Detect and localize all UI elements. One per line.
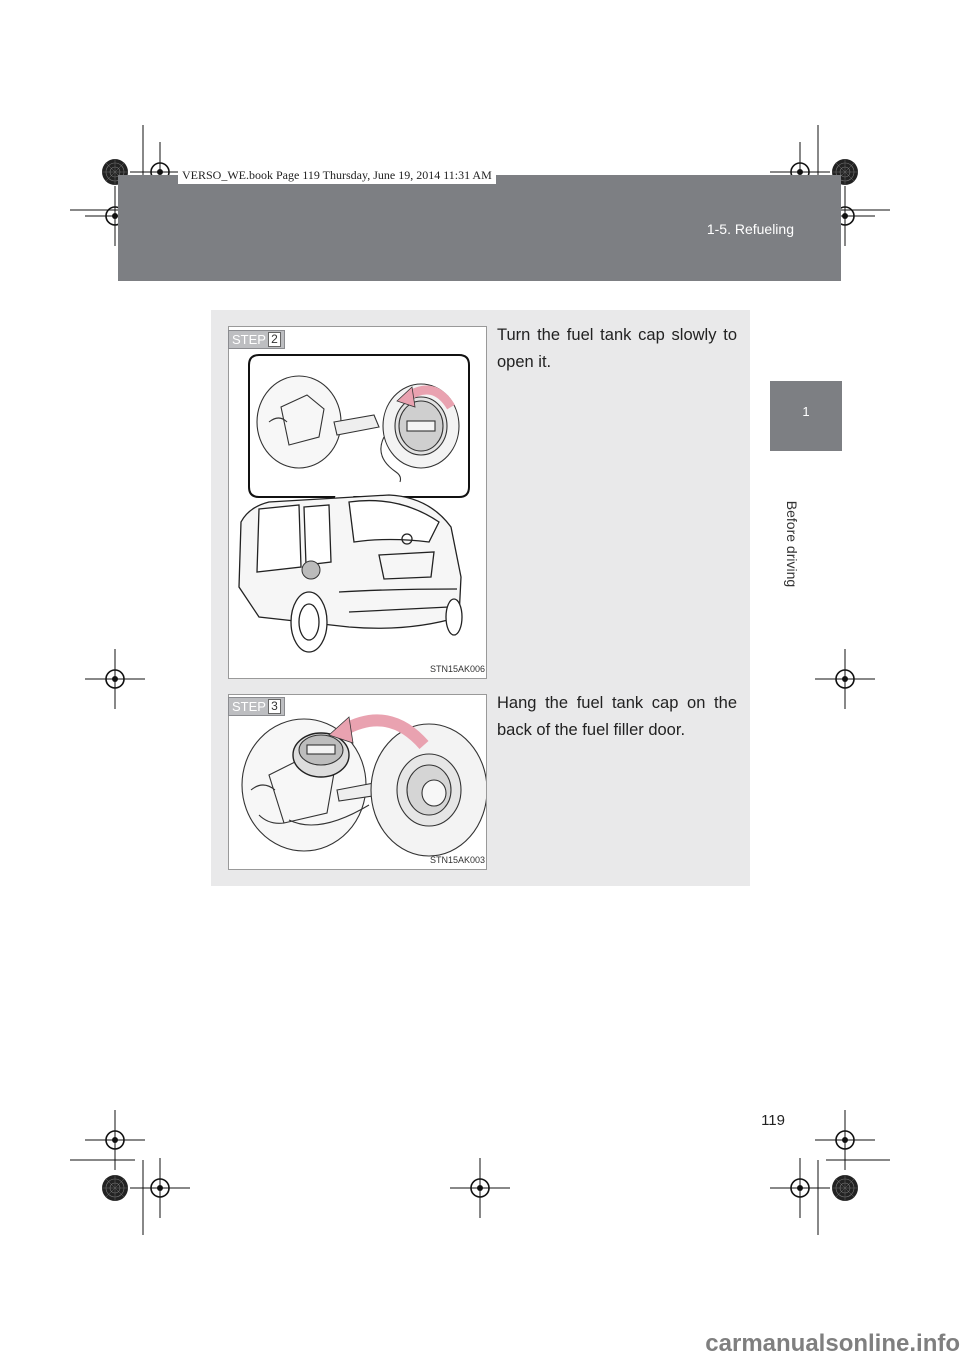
page-number: 119: [761, 1112, 785, 1129]
step-3-figure-code: STN15AK003: [430, 855, 486, 865]
step-2-badge: STEP 2: [228, 330, 285, 349]
step-2-figure-code: STN15AK006: [430, 664, 486, 674]
fuel-cap-turn-illustration: [229, 327, 486, 678]
watermark: carmanualsonline.info: [705, 1330, 960, 1357]
chapter-number: 1: [802, 404, 810, 419]
fuel-cap-hang-illustration: [229, 695, 486, 869]
step-3-badge: STEP 3: [228, 697, 285, 716]
section-title: 1-5. Refueling: [706, 221, 794, 237]
step-2-text: Turn the fuel tank cap slowly to open it.: [497, 326, 737, 371]
step-3-text: Hang the fuel tank cap on the back of the fuel filler door.: [497, 694, 737, 739]
step-3-figure: [228, 694, 487, 870]
book-stamp: VERSO_WE.book Page 119 Thursday, June 19, 2014 11:31 AM: [178, 166, 496, 184]
step-2-figure: [228, 326, 487, 679]
